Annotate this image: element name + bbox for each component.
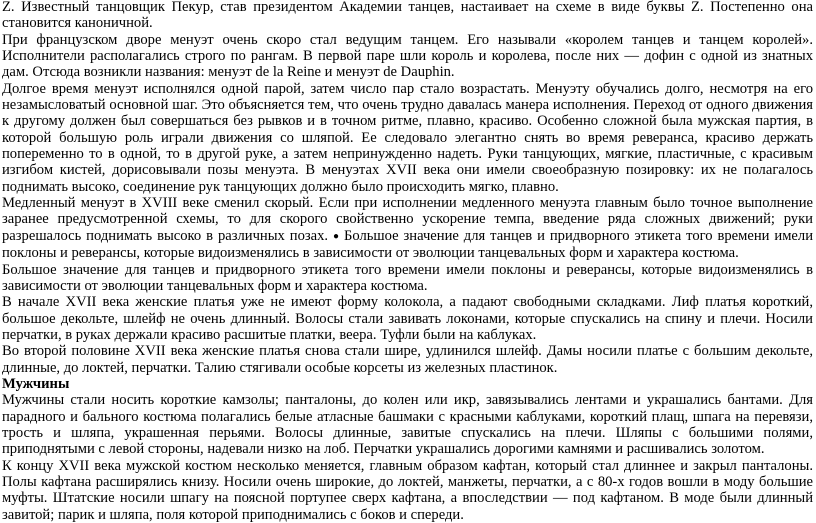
document-body (2, 0, 813, 523)
paragraph-men-costume: Мужчины стали носить короткие камзолы; панталоны, до колен или икр, завязывались лентами и украшались бантами. Для парадного и бального костюма полагались белые атласные башмаки с красными каблуками, короткий плащ, шпага на перевязи, трость и шляпа, украшенная перьями. Волосы длинные, завитые спускались на плечи. Шляпы с большими полями, приподнятыми с левой стороны, надевали низко на лоб. Перчатки украшались дорогими камнями и расшивались золотом. (2, 392, 813, 458)
section-heading-men: Мужчины (2, 375, 70, 392)
paragraph-late-xvii-dresses: Во второй половине XVII века женские платья снова стали шире, удлинился шлейф. Дамы носили платье с большим декольте, длинные, до локтей, перчатки. Талию стягивали особые корсеты из железных пластинок. (2, 343, 813, 376)
bullet-icon: ● (332, 230, 340, 242)
paragraph-french-court: При французском дворе менуэт очень скоро стал ведущим танцем. Его называли «королем танцев и танцем королей». Исполнители располагались строго по рангам. В первой паре шли король и королева, после них — дофин с одной из знатных дам. Отсюда возникли названия: менуэт de la Reine и менуэт de Dauphin. (2, 31, 813, 81)
paragraph-early-xvii-dresses: В начале XVII века женские платья уже не имеют форму колокола, а падают свободными складками. Лиф платья короткий, большое декольте, шлейф не очень длинный. Волосы стали завивать локонами, которые спускались на спину и плечи. Носили перчатки, в руках держали красиво расшитые платки, веера. Туфли были на каблуках. (2, 294, 813, 343)
paragraph-slow-minuet (2, 195, 813, 261)
paragraph-slow-minuet-text: Медленный менуэт в XVIII веке сменил скорый. Если при исполнении медленного менуэта главным было точное выполнение заранее предусмотренной схемы, то для скорого свойственно ускорение темпа, введение ряда сложных движений; руки разрешалось поднимать высоко в различных позах. (2, 195, 813, 244)
paragraph-men-late-xvii: К концу XVII века мужской костюм несколько меняется, главным образом кафтан, который стал длиннее и закрыл панталоны. Полы кафтана расширялись книзу. Носили очень широкие, до локтей, манжеты, перчатки, а с 80-х годов вошли в моду большие муфты. Штатские носили шпагу на поясной портупее сверх кафтана, а впоследствии — под кафтаном. В моде были длинный завитой; парик и шляпа, поля которой приподнимались с боков и спереди. (2, 457, 813, 523)
paragraph-slow-minuet-continuation: Большое значение для танцев и придворного этикета того времени имели поклоны и реверансы, которые видоизменялись в зависимости от эволюции танцевальных форм и характера костюма. (2, 227, 813, 262)
paragraph-minuet-pairs: Долгое время менуэт исполнялся одной парой, затем число пар стало возрастать. Менуэту обучались долго, несмотря на его незамысловатый основной шаг. Это объясняется тем, что очень трудно давалась манера исполнения. Переход от одного движения к другому должен был совершаться без рывков и в точном ритме, плавно, красиво. Особенно сложной была мужская партия, в которой большую роль играли движения со шляпой. Ее следовало элегантно снять во время реверанса, красиво держать попеременно то в одной, то в другой руке, а затем непринужденно надеть. Руки танцующих, мягкие, пластичные, с красивым изгибом кистей, дорисовывали позы менуэта. В менуэтах XVII века они имели своеобразную позировку: их не полагалось поднимать высоко, соединение рук танцующих должно было происходить мягко, плавно. (2, 80, 813, 195)
paragraph-bows-reverences: Большое значение для танцев и придворного этикета того времени имели поклоны и реверансы, которые видоизменялись в зависимости от эволюции танцевальных форм и характера костюма. (2, 261, 813, 294)
paragraph-z-scheme: Z. Известный танцовщик Пекур, став президентом Академии танцев, настаивает на схеме в виде буквы Z. Постепенно она становится каноничной. (2, 0, 813, 32)
